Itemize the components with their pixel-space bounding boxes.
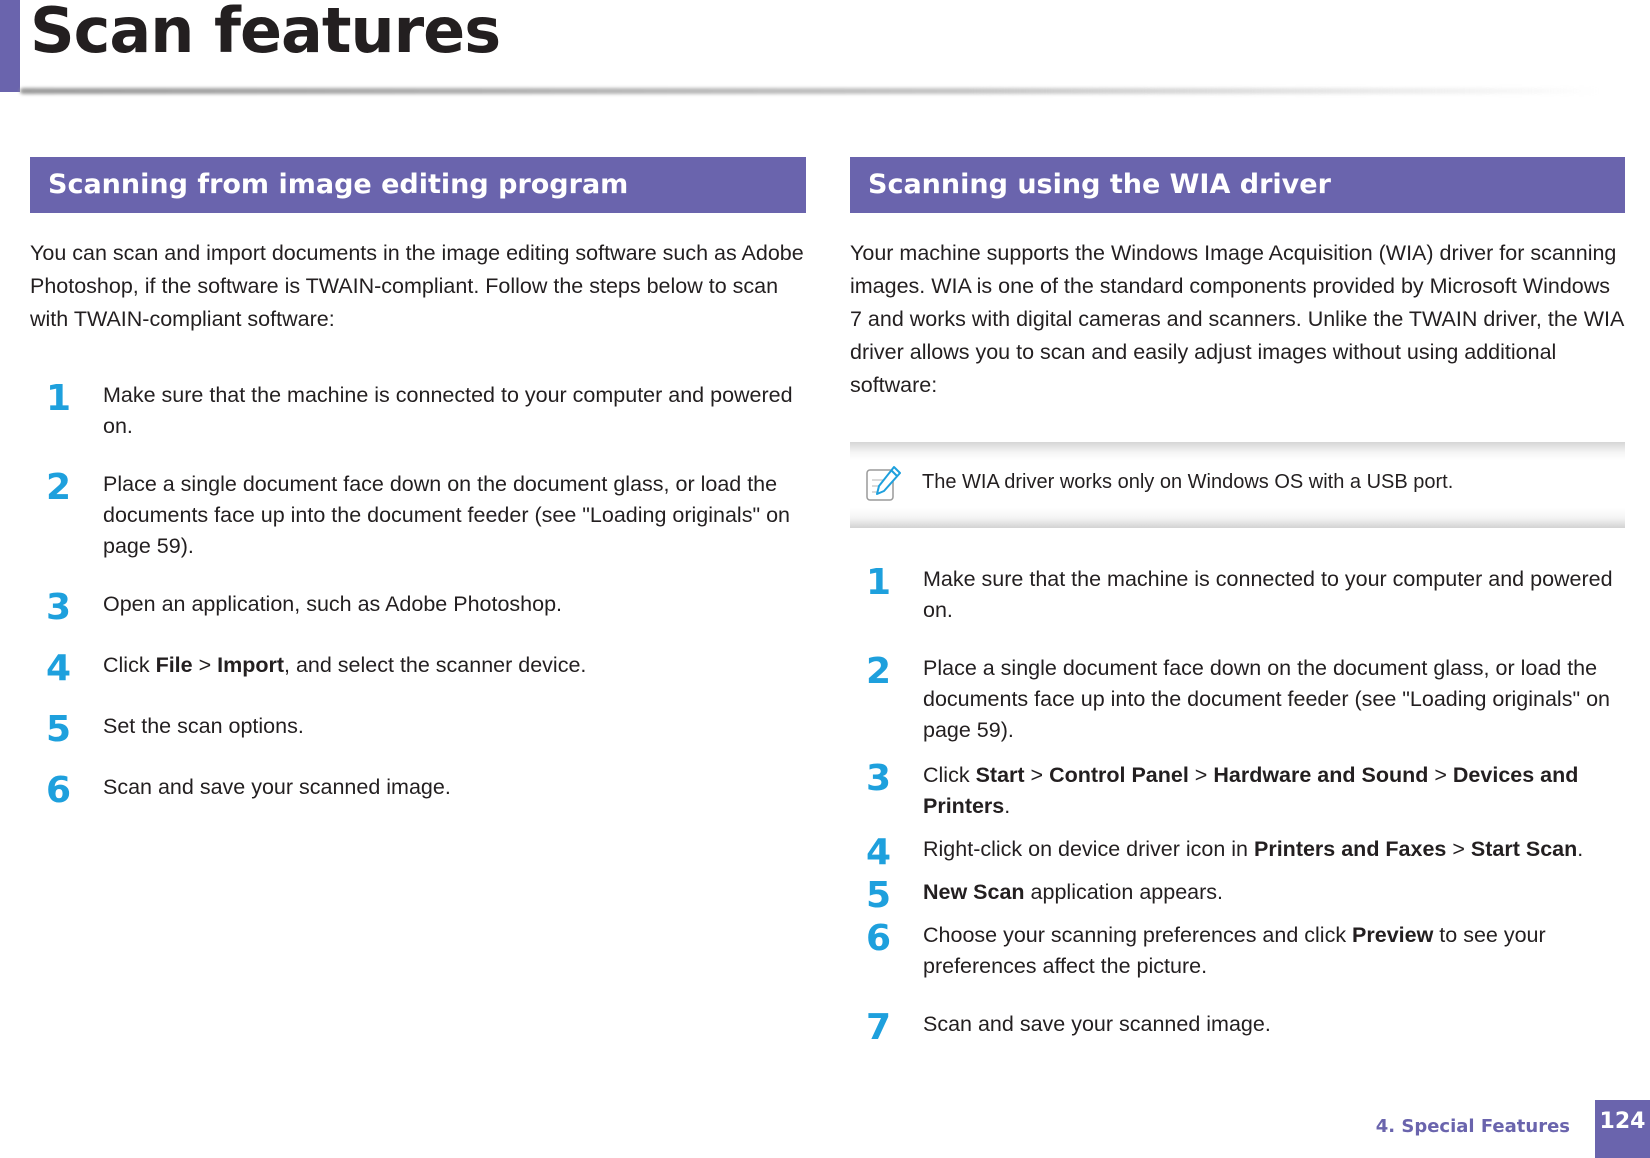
footer-chapter-label: 4. Special Features <box>1375 1116 1570 1137</box>
step-item <box>850 653 1625 746</box>
step-item <box>30 709 806 750</box>
step-number: 4 <box>866 832 892 873</box>
steps-list <box>850 562 1625 1048</box>
menu-printers-and-faxes: Printers and Faxes <box>1254 837 1447 861</box>
title-divider <box>20 88 1600 94</box>
step-item <box>30 380 806 442</box>
step-text: Set the scan options. <box>103 714 304 738</box>
step-number: 2 <box>46 467 72 508</box>
page-number: 124 <box>1595 1100 1650 1158</box>
step-number: 6 <box>46 770 72 811</box>
menu-start-scan: Start Scan <box>1470 837 1578 861</box>
menu-file: File <box>155 653 193 677</box>
title-accent-bar <box>0 0 20 92</box>
step-item <box>30 587 806 628</box>
section-heading-wia-driver: Scanning using the WIA driver <box>850 157 1625 213</box>
step-text: Click File > Import, and select the scanner device. <box>103 653 587 677</box>
menu-start: Start <box>975 763 1025 787</box>
step-number: 1 <box>46 378 72 419</box>
menu-import: Import <box>217 653 285 677</box>
steps-list <box>30 378 806 811</box>
button-preview: Preview <box>1352 923 1434 947</box>
page-title: Scan features <box>30 0 501 67</box>
step-text: Choose your scanning preferences and click Preview to see your preferences affect the picture. <box>923 923 1546 978</box>
step-number: 4 <box>46 648 72 689</box>
step-number: 1 <box>866 562 892 603</box>
step-number: 3 <box>46 587 72 628</box>
step-number: 5 <box>46 709 72 750</box>
step-item <box>850 875 1625 916</box>
step-number: 5 <box>866 875 892 916</box>
note-box <box>850 442 1625 528</box>
step-number: 2 <box>866 651 892 692</box>
step-item <box>850 1007 1625 1048</box>
step-item <box>30 648 806 689</box>
step-number: 3 <box>866 758 892 799</box>
step-item <box>850 832 1625 873</box>
step-text: Open an application, such as Adobe Photoshop. <box>103 592 563 616</box>
step-number: 7 <box>866 1007 892 1048</box>
section-image-editing <box>30 157 806 811</box>
app-new-scan: New Scan <box>923 880 1025 904</box>
step-text: Place a single document face down on the document glass, or load the documents face up into the document feeder (see "Loading originals" on page 59). <box>923 656 1610 742</box>
menu-hardware-and-sound: Hardware and Sound <box>1213 763 1429 787</box>
section-heading-image-editing: Scanning from image editing program <box>30 157 806 213</box>
step-item <box>850 760 1625 822</box>
step-text: Place a single document face down on the document glass, or load the documents face up into the document feeder (see "Loading originals" on page 59). <box>103 472 790 558</box>
note-text: The WIA driver works only on Windows OS with a USB port. <box>922 471 1454 493</box>
note-pencil-icon <box>864 464 904 504</box>
step-number: 6 <box>866 918 892 959</box>
step-item <box>850 564 1625 626</box>
section-intro: You can scan and import documents in the image editing software such as Adobe Photoshop, if the software is TWAIN-compliant. Follow the steps below to scan with TWAIN-compliant software: <box>30 241 804 331</box>
step-text: New Scan application appears. <box>923 880 1223 904</box>
step-text: Click Start > Control Panel > Hardware and Sound > Devices and Printers. <box>923 763 1579 818</box>
section-wia-driver <box>850 157 1625 1048</box>
step-text: Make sure that the machine is connected to your computer and powered on. <box>923 567 1613 622</box>
menu-devices-and-printers: Devices and Printers <box>923 763 1579 818</box>
step-item <box>30 469 806 562</box>
menu-control-panel: Control Panel <box>1049 763 1189 787</box>
step-text: Scan and save your scanned image. <box>923 1012 1271 1036</box>
step-text: Make sure that the machine is connected to your computer and powered on. <box>103 383 793 438</box>
step-item <box>30 770 806 811</box>
step-item <box>850 920 1625 982</box>
section-intro: Your machine supports the Windows Image Acquisition (WIA) driver for scanning images. WIA is one of the standard components provided by Microsoft Windows 7 and works with digital cameras and scanners. Unlike the TWAIN driver, the WIA driver allows you to scan and easily adjust images without using additional software: <box>850 241 1624 397</box>
step-text: Scan and save your scanned image. <box>103 775 451 799</box>
step-text: Right-click on device driver icon in Printers and Faxes > Start Scan. <box>923 837 1584 861</box>
